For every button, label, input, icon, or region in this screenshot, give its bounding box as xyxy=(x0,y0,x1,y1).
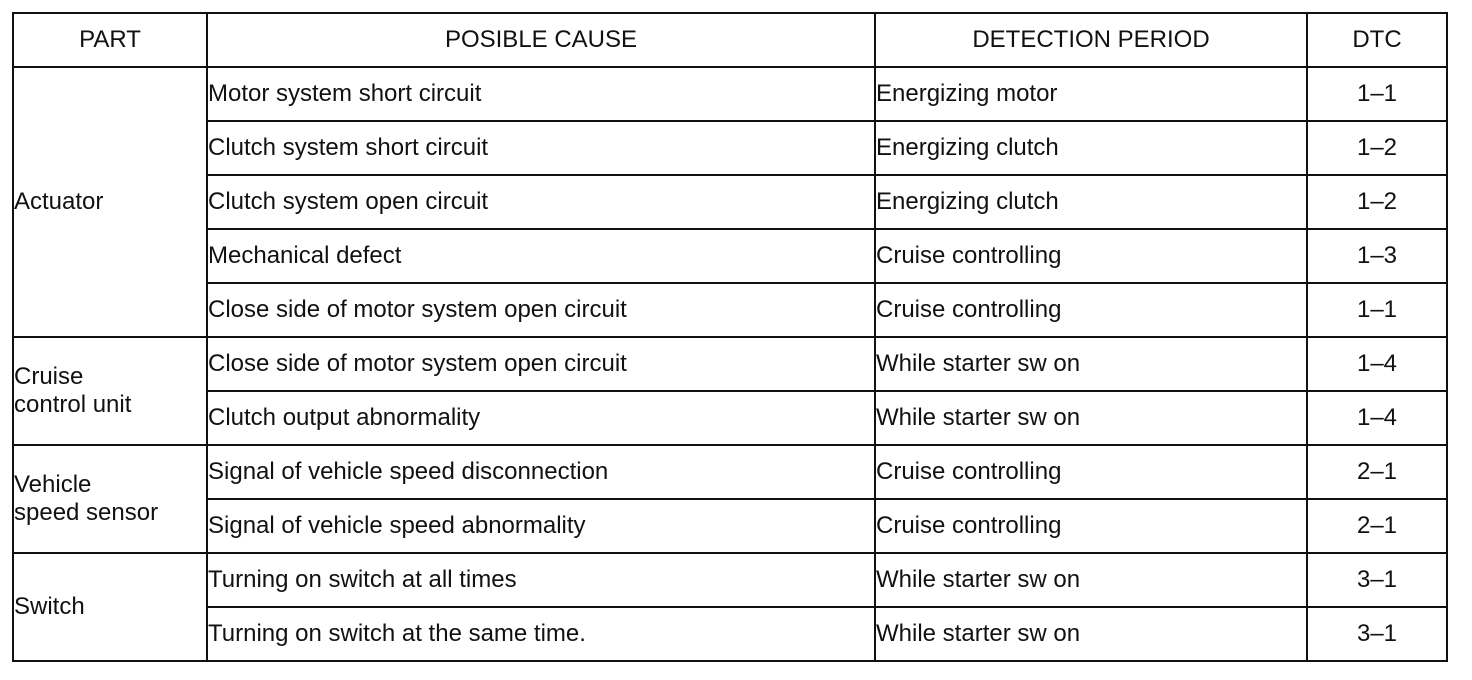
part-label: Switch xyxy=(14,593,85,621)
period-cell: Energizing clutch xyxy=(875,121,1307,175)
cause-cell: Turning on switch at the same time. xyxy=(207,607,875,661)
table-row xyxy=(13,607,1447,661)
part-label: Actuator xyxy=(14,188,104,216)
part-cell-actuator xyxy=(13,67,207,337)
part-label-line-2: speed sensor xyxy=(14,499,159,526)
period-cell: Cruise controlling xyxy=(875,283,1307,337)
period-cell: While starter sw on xyxy=(875,607,1307,661)
cause-cell: Close side of motor system open circuit xyxy=(207,283,875,337)
dtc-cell: 1–1 xyxy=(1307,67,1447,121)
part-label-line-1: Vehicle xyxy=(14,471,92,499)
diagnostic-trouble-code-table xyxy=(12,12,1448,662)
table-row xyxy=(13,391,1447,445)
part-cell-switch xyxy=(13,553,207,661)
dtc-cell: 3–1 xyxy=(1307,607,1447,661)
cause-cell: Clutch output abnormality xyxy=(207,391,875,445)
period-cell: Cruise controlling xyxy=(875,499,1307,553)
header-dtc: DTC xyxy=(1307,13,1447,67)
dtc-cell: 1–4 xyxy=(1307,391,1447,445)
dtc-cell: 2–1 xyxy=(1307,499,1447,553)
dtc-cell: 3–1 xyxy=(1307,553,1447,607)
header-row xyxy=(13,13,1447,67)
table-row xyxy=(13,445,1447,499)
period-cell: While starter sw on xyxy=(875,391,1307,445)
part-cell-cruise-control-unit xyxy=(13,337,207,445)
header-part: PART xyxy=(13,13,207,67)
table-row xyxy=(13,67,1447,121)
table-row xyxy=(13,337,1447,391)
table-header xyxy=(13,13,1447,67)
dtc-cell: 1–2 xyxy=(1307,175,1447,229)
period-cell: Cruise controlling xyxy=(875,445,1307,499)
period-cell: Cruise controlling xyxy=(875,229,1307,283)
table-row xyxy=(13,499,1447,553)
part-cell-vehicle-speed-sensor xyxy=(13,445,207,553)
dtc-cell: 1–3 xyxy=(1307,229,1447,283)
period-cell: While starter sw on xyxy=(875,337,1307,391)
cause-cell: Clutch system short circuit xyxy=(207,121,875,175)
header-detection-period: DETECTION PERIOD xyxy=(875,13,1307,67)
dtc-cell: 1–2 xyxy=(1307,121,1447,175)
period-cell: Energizing motor xyxy=(875,67,1307,121)
cause-cell: Clutch system open circuit xyxy=(207,175,875,229)
table-row xyxy=(13,553,1447,607)
part-label-line-1: Cruise xyxy=(14,363,84,391)
table-row xyxy=(13,175,1447,229)
dtc-cell: 1–4 xyxy=(1307,337,1447,391)
period-cell: While starter sw on xyxy=(875,553,1307,607)
header-possible-cause: POSIBLE CAUSE xyxy=(207,13,875,67)
period-cell: Energizing clutch xyxy=(875,175,1307,229)
dtc-cell: 1–1 xyxy=(1307,283,1447,337)
cause-cell: Motor system short circuit xyxy=(207,67,875,121)
table-body xyxy=(13,67,1447,661)
cause-cell: Mechanical defect xyxy=(207,229,875,283)
table-row xyxy=(13,121,1447,175)
cause-cell: Signal of vehicle speed abnormality xyxy=(207,499,875,553)
cause-cell: Close side of motor system open circuit xyxy=(207,337,875,391)
table-row xyxy=(13,283,1447,337)
dtc-cell: 2–1 xyxy=(1307,445,1447,499)
cause-cell: Signal of vehicle speed disconnection xyxy=(207,445,875,499)
cause-cell: Turning on switch at all times xyxy=(207,553,875,607)
part-label-line-2: control unit xyxy=(14,391,132,418)
table-row xyxy=(13,229,1447,283)
